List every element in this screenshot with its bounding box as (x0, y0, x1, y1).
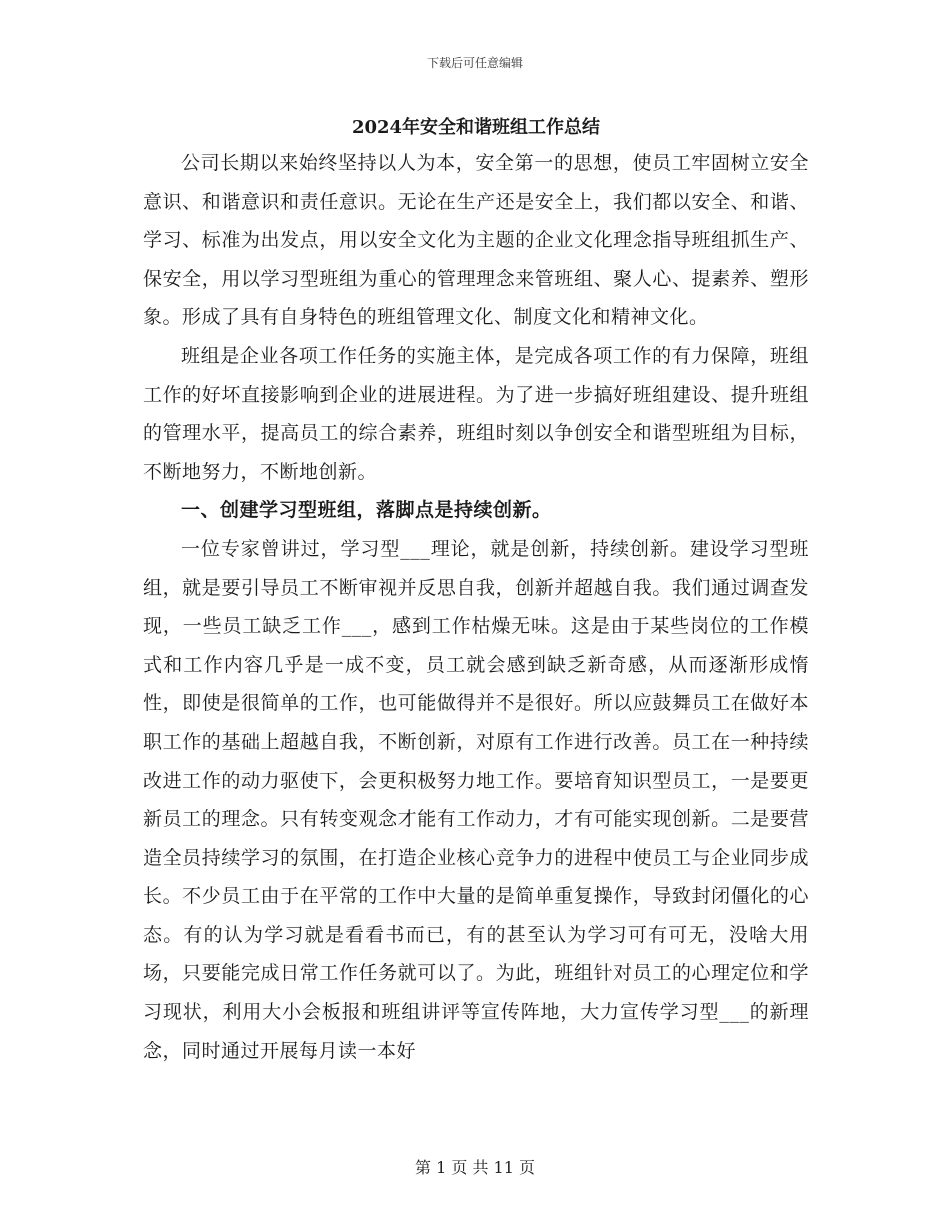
section-heading-1: 一、创建学习型班组，落脚点是持续创新。 (181, 499, 552, 522)
document-body (143, 112, 809, 1070)
page-footer-number: 第 1 页 共 11 页 (415, 1158, 535, 1177)
paragraph-team-role: 班组是企业各项工作任务的实施主体，是完成各项工作的有力保障，班组工作的好坏直接影响到企业的进展进程。为了进一步搞好班组建设、提升班组的管理水平，提高员工的综合素养，班组时刻以争创安全和谐型班组为目标，不断地努力，不断地创新。 (143, 344, 809, 483)
paragraph-intro: 公司长期以来始终坚持以人为本，安全第一的思想，使员工牢固树立安全意识、和谐意识和责任意识。无论在生产还是安全上，我们都以安全、和谐、学习、标准为出发点，用以安全文化为主题的企业文化理念指导班组抓生产、保安全，用以学习型班组为重心的管理理念来管班组、聚人心、提素养、塑形象。形成了具有自身特色的班组管理文化、制度文化和精神文化。 (143, 152, 809, 329)
page-header-note: 下载后可任意编辑 (426, 56, 523, 70)
document-title: 2024年安全和谐班组工作总结 (351, 117, 601, 138)
paragraph-section-1: 一位专家曾讲过，学习型___理论，就是创新，持续创新。建设学习型班组，就是要引导员工不断审视并反思自我，创新并超越自我。我们通过调查发现，一些员工缺乏工作___，感到工作枯燥无味。这是由于某些岗位的工作模式和工作内容几乎是一成不变，员工就会感到缺乏新奇感，从而逐渐形成惰性，即使是很简单的工作，也可能做得并不是很好。所以应鼓舞员工在做好本职工作的基础上超越自我，不断创新，对原有工作进行改善。员工在一种持续改进工作的动力驱使下，会更积极努力地工作。要培育知识型员工，一是要更新员工的理念。只有转变观念才能有工作动力，才有可能实现创新。二是要营造全员持续学习的氛围，在打造企业核心竞争力的进程中使员工与企业同步成长。不少员工由于在平常的工作中大量的是简单重复操作，导致封闭僵化的心态。有的认为学习就是看看书而已，有的甚至认为学习可有可无，没啥大用场，只要能完成日常工作任务就可以了。为此，班组针对员工的心理定位和学习现状，利用大小会板报和班组讲评等宣传阵地，大力宣传学习型___的新理念，同时通过开展每月读一本好 (143, 537, 809, 1062)
